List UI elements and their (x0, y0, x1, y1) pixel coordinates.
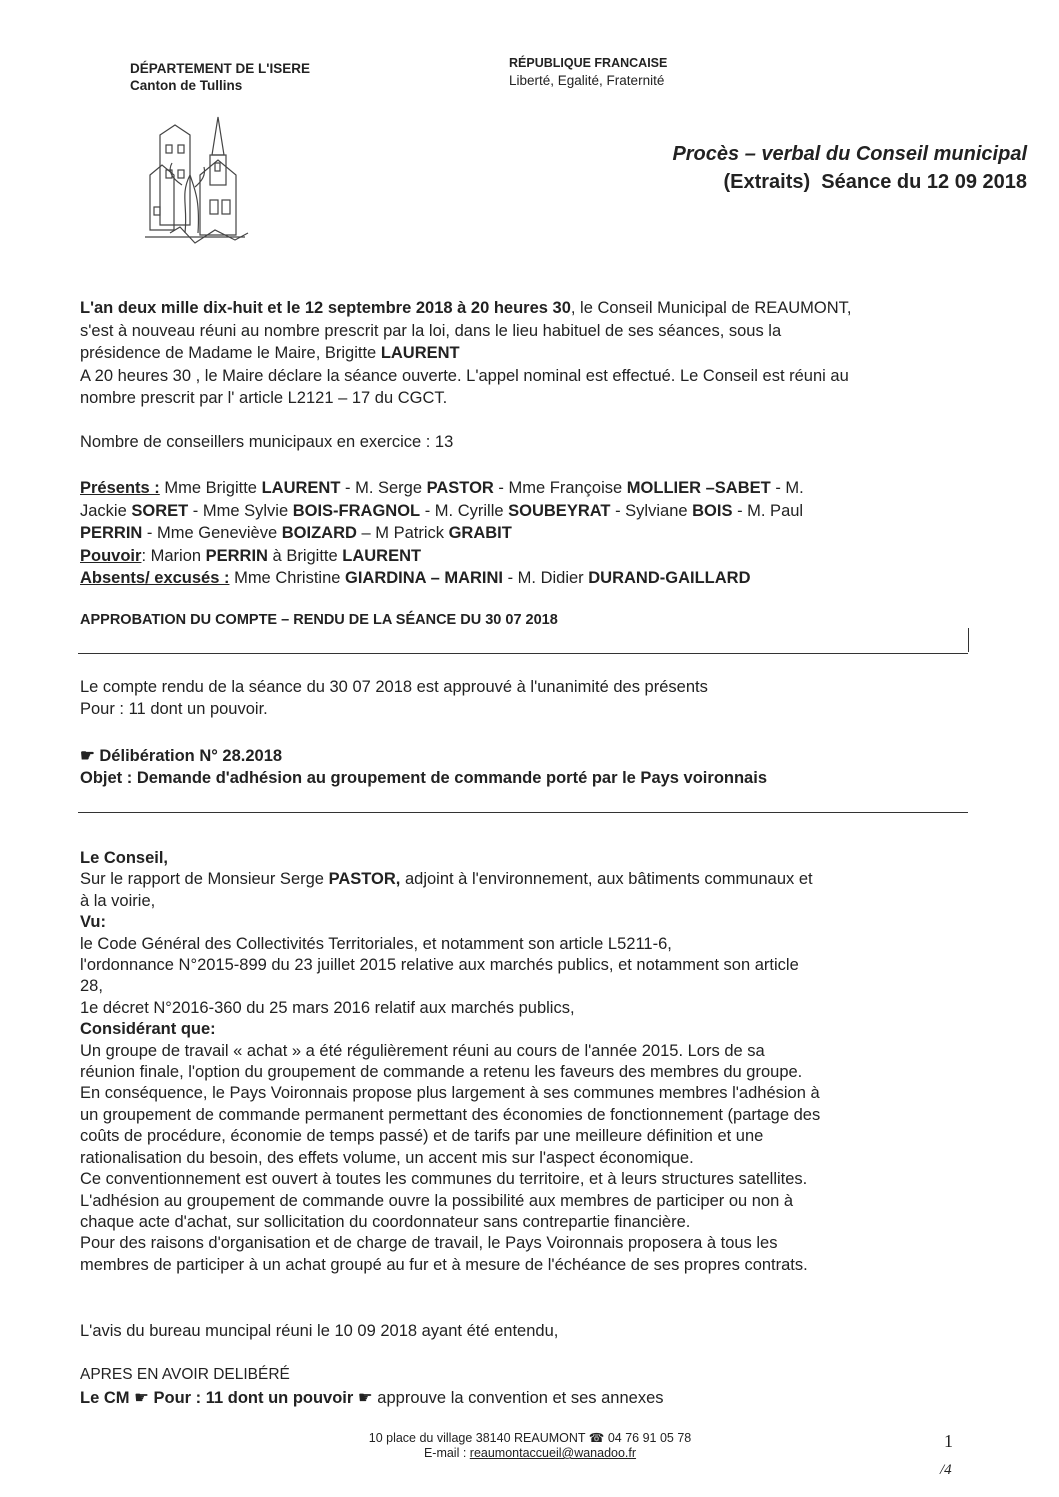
presents-line-1-text (160, 479, 804, 497)
presents-line-3 (80, 522, 804, 545)
considerant-line: rationalisation du besoin, des effets volume, un accent mis sur l'aspect économique. (80, 1148, 694, 1167)
considerant-line: Pour des raisons d'organisation et de charge de travail, le Pays Voironnais proposera à tous les (80, 1234, 778, 1253)
decision-line (80, 1387, 664, 1410)
pouvoir-label: Pouvoir (80, 546, 142, 565)
deliberation-number-line (80, 746, 767, 768)
member-text: - M. (770, 479, 804, 497)
title-line-2 (672, 168, 1027, 196)
republic-header (509, 55, 667, 89)
intro-line (80, 297, 852, 320)
presents-label: Présents : (80, 479, 160, 497)
attendance-block (80, 477, 804, 590)
approbation-heading: APPROBATION DU COMPTE – RENDU DE LA SÉANCE DU 30 07 2018 (80, 612, 558, 628)
approbation-line-1: Le compte rendu de la séance du 30 07 2018 est approuvé à l'unanimité des présents (80, 678, 708, 696)
approbation-text (80, 677, 708, 720)
intro-line: s'est à nouveau réuni au nombre prescrit par la loi, dans le lieu habituel de ses séances, sous la (80, 321, 782, 340)
member-surname: MOLLIER –SABET (626, 479, 771, 497)
department-name: DÉPARTEMENT DE L'ISERE (130, 61, 310, 76)
considerant-line: coûts de procédure, économie de temps passé) et de tarifs par une meilleure définition et une (80, 1127, 764, 1146)
canton-name: Canton de Tullins (130, 78, 243, 93)
member-surname: BOIZARD (281, 524, 357, 542)
intro-mayor-name: LAURENT (380, 344, 460, 362)
member-surname: GRABIT (448, 524, 512, 542)
considerant-heading: Considérant que: (80, 1020, 216, 1039)
footer-email-line (320, 1446, 740, 1461)
pouvoir-line (80, 545, 804, 568)
pouvoir-text (141, 547, 421, 565)
rapport-name: PASTOR, (328, 870, 401, 889)
decision-block (80, 1364, 664, 1409)
section-divider (78, 812, 968, 813)
vu-item-cont: 28, (80, 977, 103, 996)
member-text: - M. Paul (732, 501, 804, 520)
page-total: /4 (940, 1462, 952, 1478)
pointing-hand-icon: ☛ (357, 1388, 373, 1407)
absents-label: Absents/ excusés : (80, 569, 230, 587)
rapport-line-2: à la voirie, (80, 891, 156, 910)
pointing-hand-icon: ☛ (134, 1388, 149, 1407)
page-number: 1 (944, 1431, 953, 1451)
member-surname: PERRIN (205, 546, 268, 565)
footer-address: 10 place du village 38140 REAUMONT ☎ 04 76 91 05 78 (368, 1431, 692, 1445)
rapport-role: adjoint à l'environnement, aux bâtiments communaux et (400, 870, 813, 889)
deliberation-body (80, 848, 820, 1276)
member-text: - M. Cyrille (420, 501, 509, 520)
member-surname: SOUBEYRAT (508, 501, 611, 520)
avis-bureau: L'avis du bureau muncipal réuni le 10 09 2018 ayant été entendu, (80, 1322, 559, 1340)
considerant-line: En conséquence, le Pays Voironnais propose plus largement à ses communes membres l'adhésion à (80, 1084, 820, 1103)
member-text: - Mme Sylvie (188, 501, 293, 520)
considerant-line: chaque acte d'achat, sur sollicitation du coordonnateur sans contrepartie financière. (80, 1212, 691, 1231)
footer (320, 1431, 740, 1461)
member-surname: BOIS-FRAGNOL (292, 501, 421, 520)
republic-name: RÉPUBLIQUE FRANCAISE (509, 56, 668, 70)
intro-line-rest: , le Conseil Municipal de REAUMONT, (570, 299, 852, 317)
approbation-line-2: Pour : 11 dont un pouvoir. (80, 699, 268, 718)
title-seance-date: Séance du 12 09 2018 (821, 171, 1027, 193)
pointing-hand-icon: ☛ (80, 747, 95, 765)
footer-email-link[interactable]: reaumontaccueil@wanadoo.fr (469, 1446, 637, 1460)
member-surname: BOIS (692, 501, 733, 520)
section-divider (78, 653, 968, 654)
member-text: Mme Brigitte (159, 479, 262, 497)
member-surname: LAURENT (342, 546, 422, 565)
intro-line: nombre prescrit par l' article L2121 – 17 du CGCT. (80, 389, 448, 407)
member-surname: PASTOR (426, 479, 494, 497)
vu-item: le Code Général des Collectivités Territoriales, et notamment son article L5211-6, (80, 934, 672, 953)
rapport-text: Sur le rapport de Monsieur Serge (80, 870, 329, 889)
le-conseil: Le Conseil, (80, 849, 169, 867)
deliberation-number: Délibération N° 28.2018 (99, 747, 283, 765)
document-title (672, 140, 1027, 196)
member-text: Jackie (80, 501, 132, 520)
member-text: - Sylviane (610, 501, 693, 520)
decision-cm: Le CM (80, 1388, 130, 1407)
considerant-line: un groupement de commande permanent permettant des économies de fonctionnement (partage des (80, 1105, 821, 1124)
intro-line: A 20 heures 30 , le Maire déclare la séance ouverte. L'appel nominal est effectué. Le Conseil est réuni au (80, 366, 849, 385)
vu-item: l'ordonnance N°2015-899 du 23 juillet 2015 relative aux marchés publics, et notamment son article (80, 956, 799, 975)
apres-deliberation: APRES EN AVOIR DELIBÉRÉ (80, 1366, 290, 1383)
member-text: - M. Didier (503, 569, 589, 587)
intro-paragraph (80, 297, 852, 410)
deliberation-objet: Objet : Demande d'adhésion au groupement de commande porté par le Pays voironnais (80, 768, 767, 787)
republic-motto: Liberté, Egalité, Fraternité (509, 73, 665, 88)
member-surname: SORET (131, 501, 189, 520)
absents-text (229, 569, 750, 587)
department-header (130, 60, 310, 94)
deliberation-block (80, 746, 767, 789)
intro-line (80, 342, 852, 365)
councillors-count: Nombre de conseillers municipaux en exercice : 13 (80, 433, 454, 451)
presents-line-1 (80, 477, 804, 500)
decision-text: approuve la convention et ses annexes (372, 1388, 664, 1407)
member-text: Mme Christine (229, 569, 346, 587)
decision-vote: Pour : 11 dont un pouvoir (153, 1388, 354, 1407)
title-extraits: (Extraits) (723, 171, 811, 193)
vu-item: 1e décret N°2016-360 du 25 mars 2016 relatif aux marchés publics, (80, 998, 575, 1017)
intro-date-bold: L'an deux mille dix-huit et le 12 septembre 2018 à 20 heures 30 (80, 299, 571, 317)
member-text: – M Patrick (356, 524, 449, 542)
considerant-line: membres de participer à un achat groupé au fur et à mesure de l'échéance de ses propres contrats. (80, 1255, 808, 1274)
vu-heading: Vu: (80, 913, 106, 932)
member-surname: LAURENT (261, 479, 341, 497)
considerant-line: L'adhésion au groupement de commande ouvre la possibilité aux membres de participer ou non à (80, 1191, 794, 1210)
considerant-line: Ce conventionnement est ouvert à toutes les communes du territoire, et à leurs structures satellites. (80, 1170, 808, 1189)
considerant-line: réunion finale, l'option du groupement de commande a retenu les faveurs des membres du groupe. (80, 1063, 803, 1082)
absents-line (80, 567, 804, 590)
title-line-1: Procès – verbal du Conseil municipal (672, 143, 1027, 165)
footer-email-label: E-mail : (423, 1446, 470, 1460)
margin-mark (968, 628, 969, 652)
member-text: à Brigitte (267, 546, 343, 565)
member-text: : Marion (141, 546, 206, 565)
intro-presidence: présidence de Madame le Maire, Brigitte (80, 344, 381, 362)
considerant-line: Un groupe de travail « achat » a été régulièrement réuni au cours de l'année 2015. Lors de sa (80, 1041, 765, 1060)
rapport-line (80, 869, 820, 890)
presents-line-2 (80, 500, 804, 523)
church-village-icon (140, 115, 250, 245)
member-surname: PERRIN (80, 524, 143, 542)
member-surname: DURAND-GAILLARD (588, 569, 751, 587)
member-text: - M. Serge (340, 479, 427, 497)
member-text: - Mme Geneviève (142, 524, 282, 542)
member-text: - Mme Françoise (493, 479, 627, 497)
member-surname: GIARDINA – MARINI (345, 569, 503, 587)
